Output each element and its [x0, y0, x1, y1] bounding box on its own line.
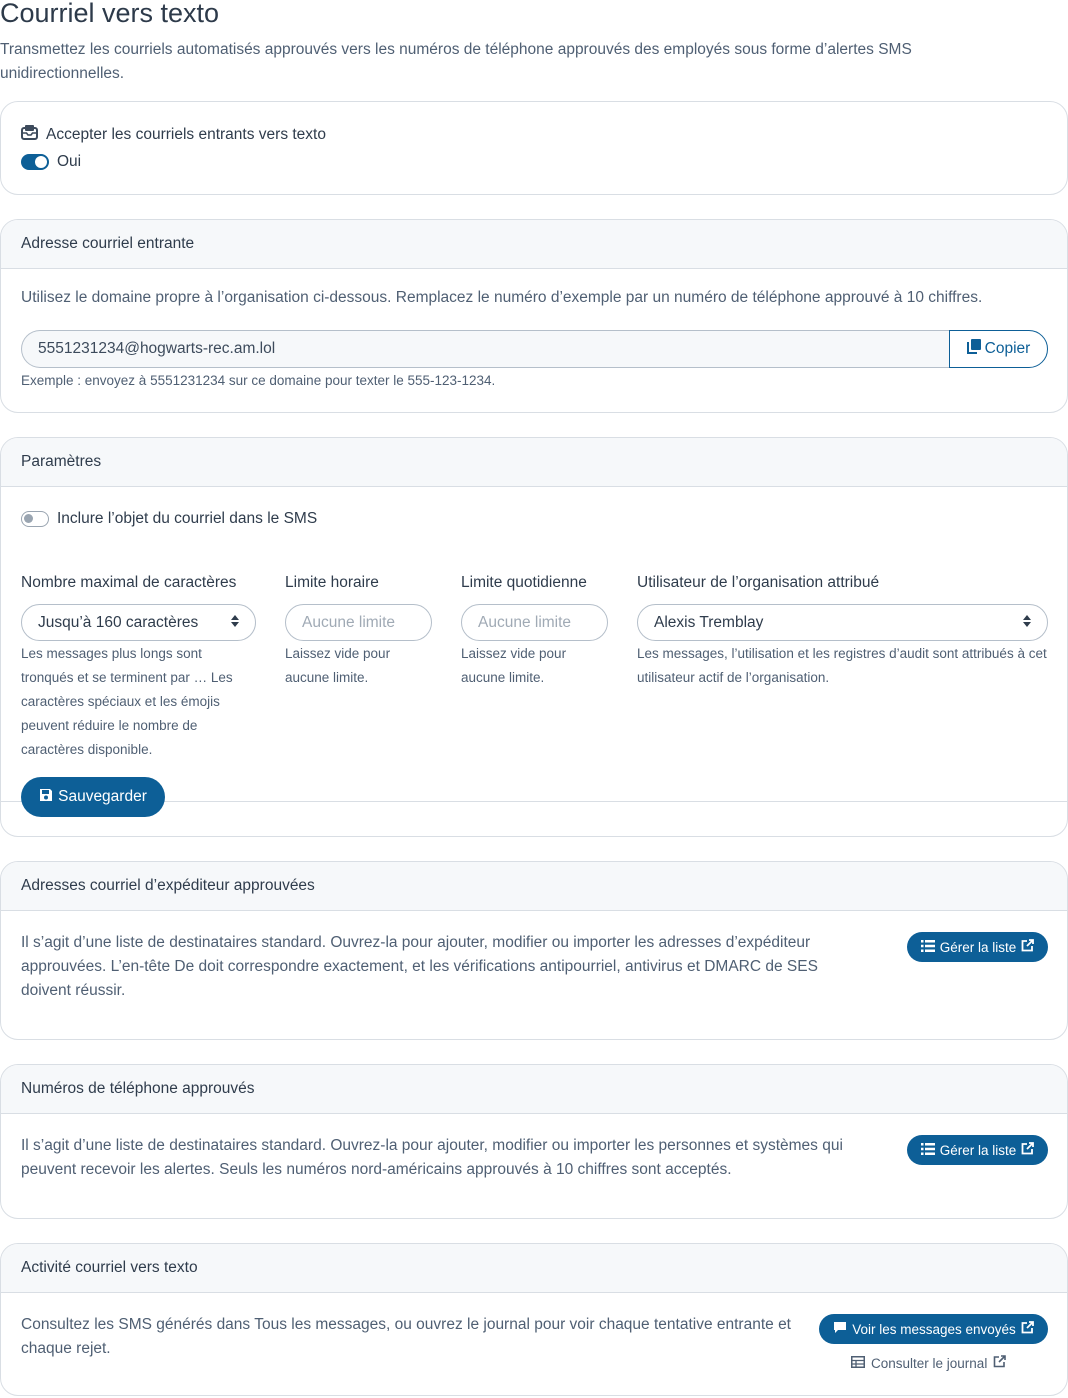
inbound-description: Utilisez le domaine propre à l’organisation ci-dessous. Remplacez le numéro d’exemple par un numéro de téléphone approuvé à 10 chiffres.	[21, 289, 983, 306]
user-help: Les messages, l’utilisation et les registres d’audit sont attribués à cet utilisateur actif de l’organisation.	[637, 646, 1047, 685]
message-icon	[833, 1321, 847, 1337]
include-subject-toggle[interactable]	[21, 511, 49, 527]
journal-label: Consulter le journal	[871, 1355, 988, 1371]
max-chars-label: Nombre maximal de caractères	[21, 574, 237, 591]
senders-card	[0, 861, 1068, 1040]
list-icon	[921, 1143, 935, 1158]
external-link-icon	[993, 1355, 1006, 1371]
include-subject-row[interactable]	[21, 510, 317, 528]
page-subtitle: Transmettez les courriels automatisés approuvés vers les numéros de téléphone approuvés des employés sous forme d’alertes SMS unidirectionnelles.	[0, 41, 912, 82]
settings-header: Paramètres	[1, 438, 1067, 487]
external-link-icon	[1021, 1321, 1034, 1337]
accept-toggle-label: Oui	[57, 153, 82, 170]
senders-manage-label: Gérer la liste	[939, 939, 1017, 955]
list-icon	[921, 940, 935, 955]
phones-card	[0, 1064, 1068, 1219]
hourly-help: Laissez vide pour aucune limite.	[285, 646, 391, 685]
activity-description: Consultez les SMS générés dans Tous les messages, ou ouvrez le journal pour voir chaque tentative entrante et chaque rejet.	[21, 1316, 791, 1357]
select-arrows-icon	[1023, 614, 1031, 632]
daily-input[interactable]	[461, 604, 608, 641]
user-label: Utilisateur de l’organisation attribué	[637, 574, 880, 591]
table-icon	[851, 1356, 865, 1371]
daily-help: Laissez vide pour aucune limite.	[461, 646, 567, 685]
activity-card	[0, 1243, 1068, 1396]
max-chars-select[interactable]	[21, 604, 256, 641]
settings-card	[0, 437, 1068, 837]
page-title: Courriel vers texto	[0, 0, 220, 28]
accept-toggle[interactable]	[21, 154, 49, 170]
save-icon	[39, 788, 53, 807]
hourly-label: Limite horaire	[285, 574, 379, 591]
inbound-address-value: 5551231234@hogwarts-rec.am.lol	[38, 340, 276, 357]
inbound-header: Adresse courriel entrante	[1, 220, 1067, 269]
accept-toggle-row[interactable]	[21, 153, 81, 171]
daily-placeholder: Aucune limite	[478, 613, 572, 631]
senders-manage-button[interactable]	[907, 932, 1048, 962]
phones-header: Numéros de téléphone approuvés	[1, 1065, 1067, 1114]
save-label: Sauvegarder	[58, 788, 147, 805]
external-link-icon	[1021, 1142, 1034, 1158]
copy-icon	[967, 339, 981, 359]
max-chars-value: Jusqu’à 160 caractères	[38, 613, 199, 631]
inbox-icon	[21, 124, 38, 145]
inbound-card	[0, 219, 1068, 413]
max-chars-help: Les messages plus longs sont tronqués et se terminent par … Les caractères spéciaux et les émojis peuvent réduire le nombre de caractères disponible.	[21, 646, 233, 757]
copy-label: Copier	[984, 340, 1031, 357]
select-arrows-icon	[231, 614, 239, 632]
accept-card	[0, 101, 1068, 195]
senders-description: Il s’agit d’une liste de destinataires standard. Ouvrez-la pour ajouter, modifier ou importer les adresses d’expéditeur approuvées. L’en-tête De doit correspondre exactement, et les vérifications antipourriel, antivirus et DMARC de SES doivent réussir.	[21, 934, 818, 999]
senders-header: Adresses courriel d’expéditeur approuvées	[1, 862, 1067, 911]
journal-link[interactable]	[851, 1355, 1006, 1371]
phones-manage-label: Gérer la liste	[939, 1142, 1017, 1158]
include-subject-label: Inclure l’objet du courriel dans le SMS	[57, 510, 318, 527]
copy-button[interactable]	[949, 330, 1048, 368]
phones-manage-button[interactable]	[907, 1135, 1048, 1165]
activity-header: Activité courriel vers texto	[1, 1244, 1067, 1293]
hourly-placeholder: Aucune limite	[302, 613, 396, 631]
user-value: Alexis Tremblay	[654, 613, 764, 631]
view-sent-label: Voir les messages envoyés	[852, 1321, 1016, 1337]
inbound-address-field[interactable]	[21, 330, 951, 368]
save-button[interactable]	[21, 777, 165, 817]
daily-label: Limite quotidienne	[461, 574, 587, 591]
accept-label: Accepter les courriels entrants vers texto	[46, 125, 326, 143]
inbound-example: Exemple : envoyez à 5551231234 sur ce domaine pour texter le 555-123-1234.	[21, 373, 496, 388]
view-sent-button[interactable]	[819, 1314, 1048, 1344]
external-link-icon	[1021, 939, 1034, 955]
phones-description: Il s’agit d’une liste de destinataires standard. Ouvrez-la pour ajouter, modifier ou importer les personnes et systèmes qui peuvent recevoir les alertes. Seuls les numéros nord-américains approuvés à 10 chiffres sont acceptés.	[21, 1137, 843, 1178]
user-select[interactable]	[637, 604, 1048, 641]
hourly-input[interactable]	[285, 604, 432, 641]
